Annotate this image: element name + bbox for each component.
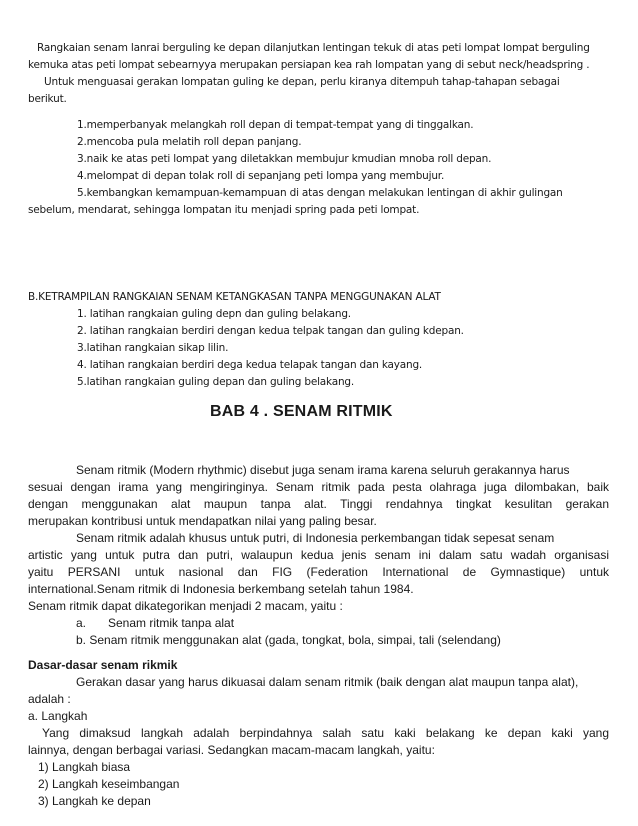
- step-item: 4.melompat di depan tolak roll di sepanjang peti lompa yang membujur.: [77, 170, 445, 182]
- subsection-label: a. Langkah: [28, 709, 88, 723]
- paragraph-line: international.Senam ritmik di Indonesia berkembang setelah tahun 1984.: [28, 582, 414, 596]
- paragraph-line: yaitu PERSANI untuk nasional dan FIG (Federation International de Gymnastique) untuk: [28, 565, 609, 579]
- list-item: 3.latihan rangkaian sikap lilin.: [77, 342, 229, 354]
- list-item: 4. latihan rangkaian berdiri dega kedua telapak tangan dan kayang.: [77, 359, 423, 371]
- intro-line: kemuka atas peti lompat sebearnyya merupakan persiapan kea rah lompatan yang di sebut neck/headspring .: [28, 59, 590, 71]
- paragraph-line: adalah :: [28, 692, 71, 706]
- paragraph-line: Gerakan dasar yang harus dikuasai dalam senam ritmik (baik dengan alat maupun tanpa alat),: [76, 675, 579, 689]
- step-item: 1.memperbanyak melangkah roll depan di tempat-tempat yang di tinggalkan.: [77, 119, 474, 131]
- list-item: 2. latihan rangkaian berdiri dengan kedua telpak tangan dan guling kdepan.: [77, 325, 464, 337]
- step-continuation: sebelum, mendarat, sehingga lompatan itu menjadi spring pada peti lompat.: [28, 204, 420, 216]
- step-item: 2.mencoba pula melatih roll depan panjang.: [77, 136, 302, 148]
- category-letter: a.: [76, 616, 87, 630]
- paragraph-line: sesuai dengan irama yang mengiringinya. Senam ritmik pada pesta olahraga juga dilombakan, baik: [28, 480, 609, 494]
- intro-line: Rangkaian senam lanrai berguling ke depan dilanjutkan lentingan tekuk di atas peti lompat lompat berguling: [37, 42, 590, 54]
- list-item: 5.latihan rangkaian guling depan dan guling belakang.: [77, 376, 355, 388]
- paragraph-line: lainnya, dengan berbagai variasi. Sedangkan macam-macam langkah, yaitu:: [28, 743, 435, 757]
- list-item: 3) Langkah ke depan: [38, 794, 151, 808]
- paragraph-line: merupakan kontribusi untuk mendapatkan nilai yang paling besar.: [28, 514, 377, 528]
- list-item: 1. latihan rangkaian guling depn dan guling belakang.: [77, 308, 351, 320]
- paragraph-line: Senam ritmik (Modern rhythmic) disebut juga senam irama karena seluruh gerakannya harus: [76, 463, 570, 477]
- paragraph-line: artistic yang untuk putra dan putri, walaupun kedua jenis senam ini dalam satu wadah organisasi: [28, 548, 609, 562]
- paragraph-line: Senam ritmik dapat dikategorikan menjadi 2 macam, yaitu :: [28, 599, 343, 613]
- chapter-title: BAB 4 . SENAM RITMIK: [210, 403, 393, 420]
- paragraph-line: Yang dimaksud langkah adalah berpindahnya salah satu kaki belakang ke depan kaki yang: [42, 726, 609, 740]
- step-item: 5.kembangkan kemampuan-kemampuan di atas dengan melakukan lentingan di akhir gulingan: [77, 187, 563, 199]
- subsection-heading: Dasar-dasar senam rikmik: [28, 658, 178, 672]
- intro-line: berikut.: [28, 93, 67, 105]
- paragraph-line: dengan menggunakan alat maupun tanpa alat. Tinggi rendahnya tingkat kesulitan gerakan: [28, 497, 609, 511]
- category-item: Senam ritmik tanpa alat: [108, 616, 235, 630]
- category-item: b. Senam ritmik menggunakan alat (gada, tongkat, bola, simpai, tali (selendang): [76, 633, 501, 647]
- paragraph-line: Senam ritmik adalah khusus untuk putri, di Indonesia perkembangan tidak sepesat senam: [76, 531, 555, 545]
- intro-line: Untuk menguasai gerakan lompatan guling ke depan, perlu kiranya ditempuh tahap-tahapan sebagai: [44, 76, 560, 88]
- section-heading: B.KETRAMPILAN RANGKAIAN SENAM KETANGKASAN TANPA MENGGUNAKAN ALAT: [28, 291, 441, 303]
- list-item: 1) Langkah biasa: [38, 760, 131, 774]
- list-item: 2) Langkah keseimbangan: [38, 777, 180, 791]
- step-item: 3.naik ke atas peti lompat yang diletakkan membujur kmudian mnoba roll depan.: [77, 153, 492, 165]
